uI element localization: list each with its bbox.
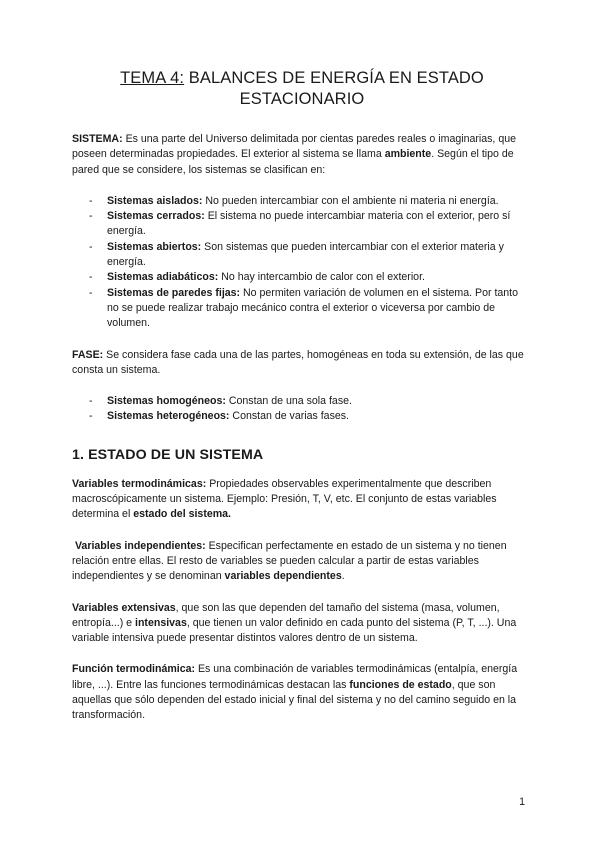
section-heading: 1. ESTADO DE UN SISTEMA <box>72 446 264 463</box>
page-title <box>72 68 532 110</box>
funcion-termodinamica-paragraph: Función termodinámica: Es una combinación de variables termodinámicas (entalpía, energía libre, ...). Entre las funciones termodinámicas destacan las funciones de estado, que son aquellas que sólo dependen del estado inicial y final del sistema y no del camino seguido en la transformación. <box>72 663 518 722</box>
variables-termodinamicas-paragraph: Variables termodinámicas: Propiedades observables experimentalmente que describen macroscópicamente un sistema. Ejemplo: Presión, T, V, etc. El conjunto de estas variables determina el estado del sistema. <box>72 477 497 521</box>
document-page <box>72 68 532 740</box>
list-item: - Sistemas adiabáticos: No hay intercambio de calor con el exterior. <box>89 271 425 284</box>
list-item: - Sistemas abiertos: Son sistemas que pueden intercambiar con el exterior materia y energía. <box>89 240 504 269</box>
tipos-sistema-list <box>72 194 532 332</box>
list-item: - Sistemas cerrados: El sistema no puede intercambiar materia con el exterior, pero sí energía. <box>89 210 511 238</box>
list-item: - Sistemas aislados: No pueden intercambiar con el ambiente ni materia ni energía. <box>89 194 499 207</box>
ambiente-term: ambiente <box>384 148 432 161</box>
title-line2: ESTACIONARIO <box>239 90 365 108</box>
variables-extensivas-paragraph: Variables extensivas, que son las que dependen del tamaño del sistema (masa, volumen, entropía...) e intensivas, que tienen un valor definido en cada punto del sistema (P, T, ...). Una variable intensiva puede presentar distintos valores dentro de un sistema. <box>72 601 517 645</box>
sistema-label: SISTEMA: <box>72 133 123 145</box>
title-prefix: TEMA 4: <box>120 69 185 87</box>
variables-independientes-paragraph: Variables independientes: Especifican perfectamente en estado de un sistema y no tienen relación entre ellas. El resto de variables se pueden calcular a partir de estas variables independientes y se denominan variables dependientes. <box>72 539 507 583</box>
fase-label: FASE: <box>72 348 104 361</box>
page-number: 1 <box>519 796 525 808</box>
list-item: - Sistemas de paredes fijas: No permiten variación de volumen en el sistema. Por tanto no se puede realizar trabajo mecánico contra el exterior o viceversa por cambio de volumen. <box>89 286 519 330</box>
fase-paragraph: FASE: Se considera fase cada una de las partes, homogéneas en toda su extensión, de las que consta un sistema. <box>72 348 524 376</box>
list-item: - Sistemas homogéneos: Constan de una sola fase. <box>89 395 352 408</box>
sistema-paragraph: SISTEMA: Es una parte del Universo delimitada por cientas paredes reales o imaginarias, que poseen determinadas propiedades. El exterior al sistema se llama ambiente. Según el tipo de pared que se considere, los sistemas se clasifican en: <box>72 133 516 176</box>
list-item: - Sistemas heterogéneos: Constan de varias fases. <box>89 410 350 423</box>
title-line1: BALANCES DE ENERGÍA EN ESTADO <box>184 69 484 87</box>
tipos-fase-list <box>72 394 532 425</box>
